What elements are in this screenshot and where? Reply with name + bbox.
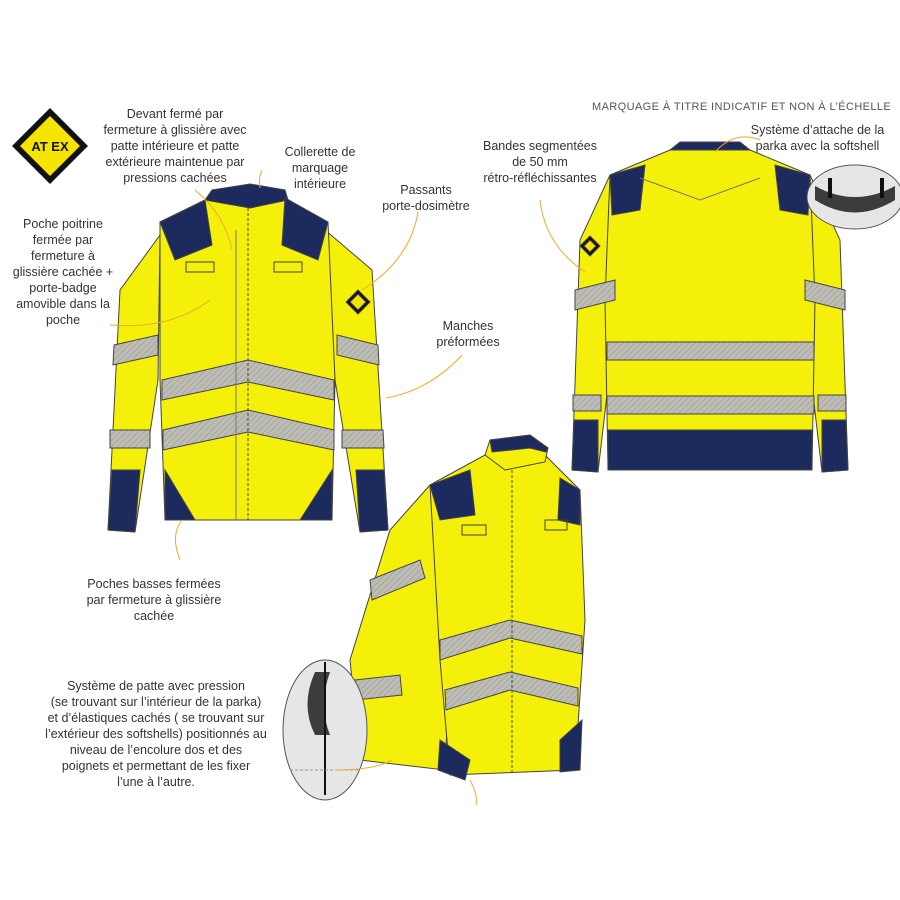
callout-tab-system: Système de patte avec pression (se trouvant sur l’intérieur de la parka) et d’élastiques cachés ( se trouvant sur l’extérieur des softshells) positionnés au niveau de l’encolure dos et des poignets et permettant de les fixer l’une à l’autre.	[45, 679, 267, 789]
front-jacket-illustration	[108, 184, 388, 532]
svg-text:AT EX: AT EX	[31, 139, 69, 154]
callout-parka-attachment: Système d’attache de la parka avec la softshell	[750, 123, 885, 153]
callout-sleeves: Manches préformées	[436, 319, 500, 349]
header-note: MARQUAGE À TITRE INDICATIF ET NON À L’ÉCHELLE	[592, 101, 892, 113]
parka-attachment-detail-inset	[807, 165, 900, 229]
callout-collar: Collerette de marquage intérieure	[284, 145, 356, 191]
callout-lower-pockets: Poches basses fermées par fermeture à glissière cachée	[86, 577, 222, 623]
tab-system-detail-inset	[283, 660, 367, 800]
callout-chest-pocket: Poche poitrine fermée par fermeture à glissière cachée + porte-badge amovible dans la poche	[12, 217, 114, 327]
callout-front-closure: Devant fermé par fermeture à glissière avec patte intérieure et patte extérieure maintenue par pressions cachées	[103, 107, 247, 185]
callout-dosimeter-loops: Passants porte-dosimètre	[382, 183, 470, 213]
back-jacket-illustration	[572, 142, 848, 472]
atex-logo	[12, 108, 88, 184]
callout-reflective-bands: Bandes segmentées de 50 mm rétro-réfléchissantes	[483, 139, 597, 185]
